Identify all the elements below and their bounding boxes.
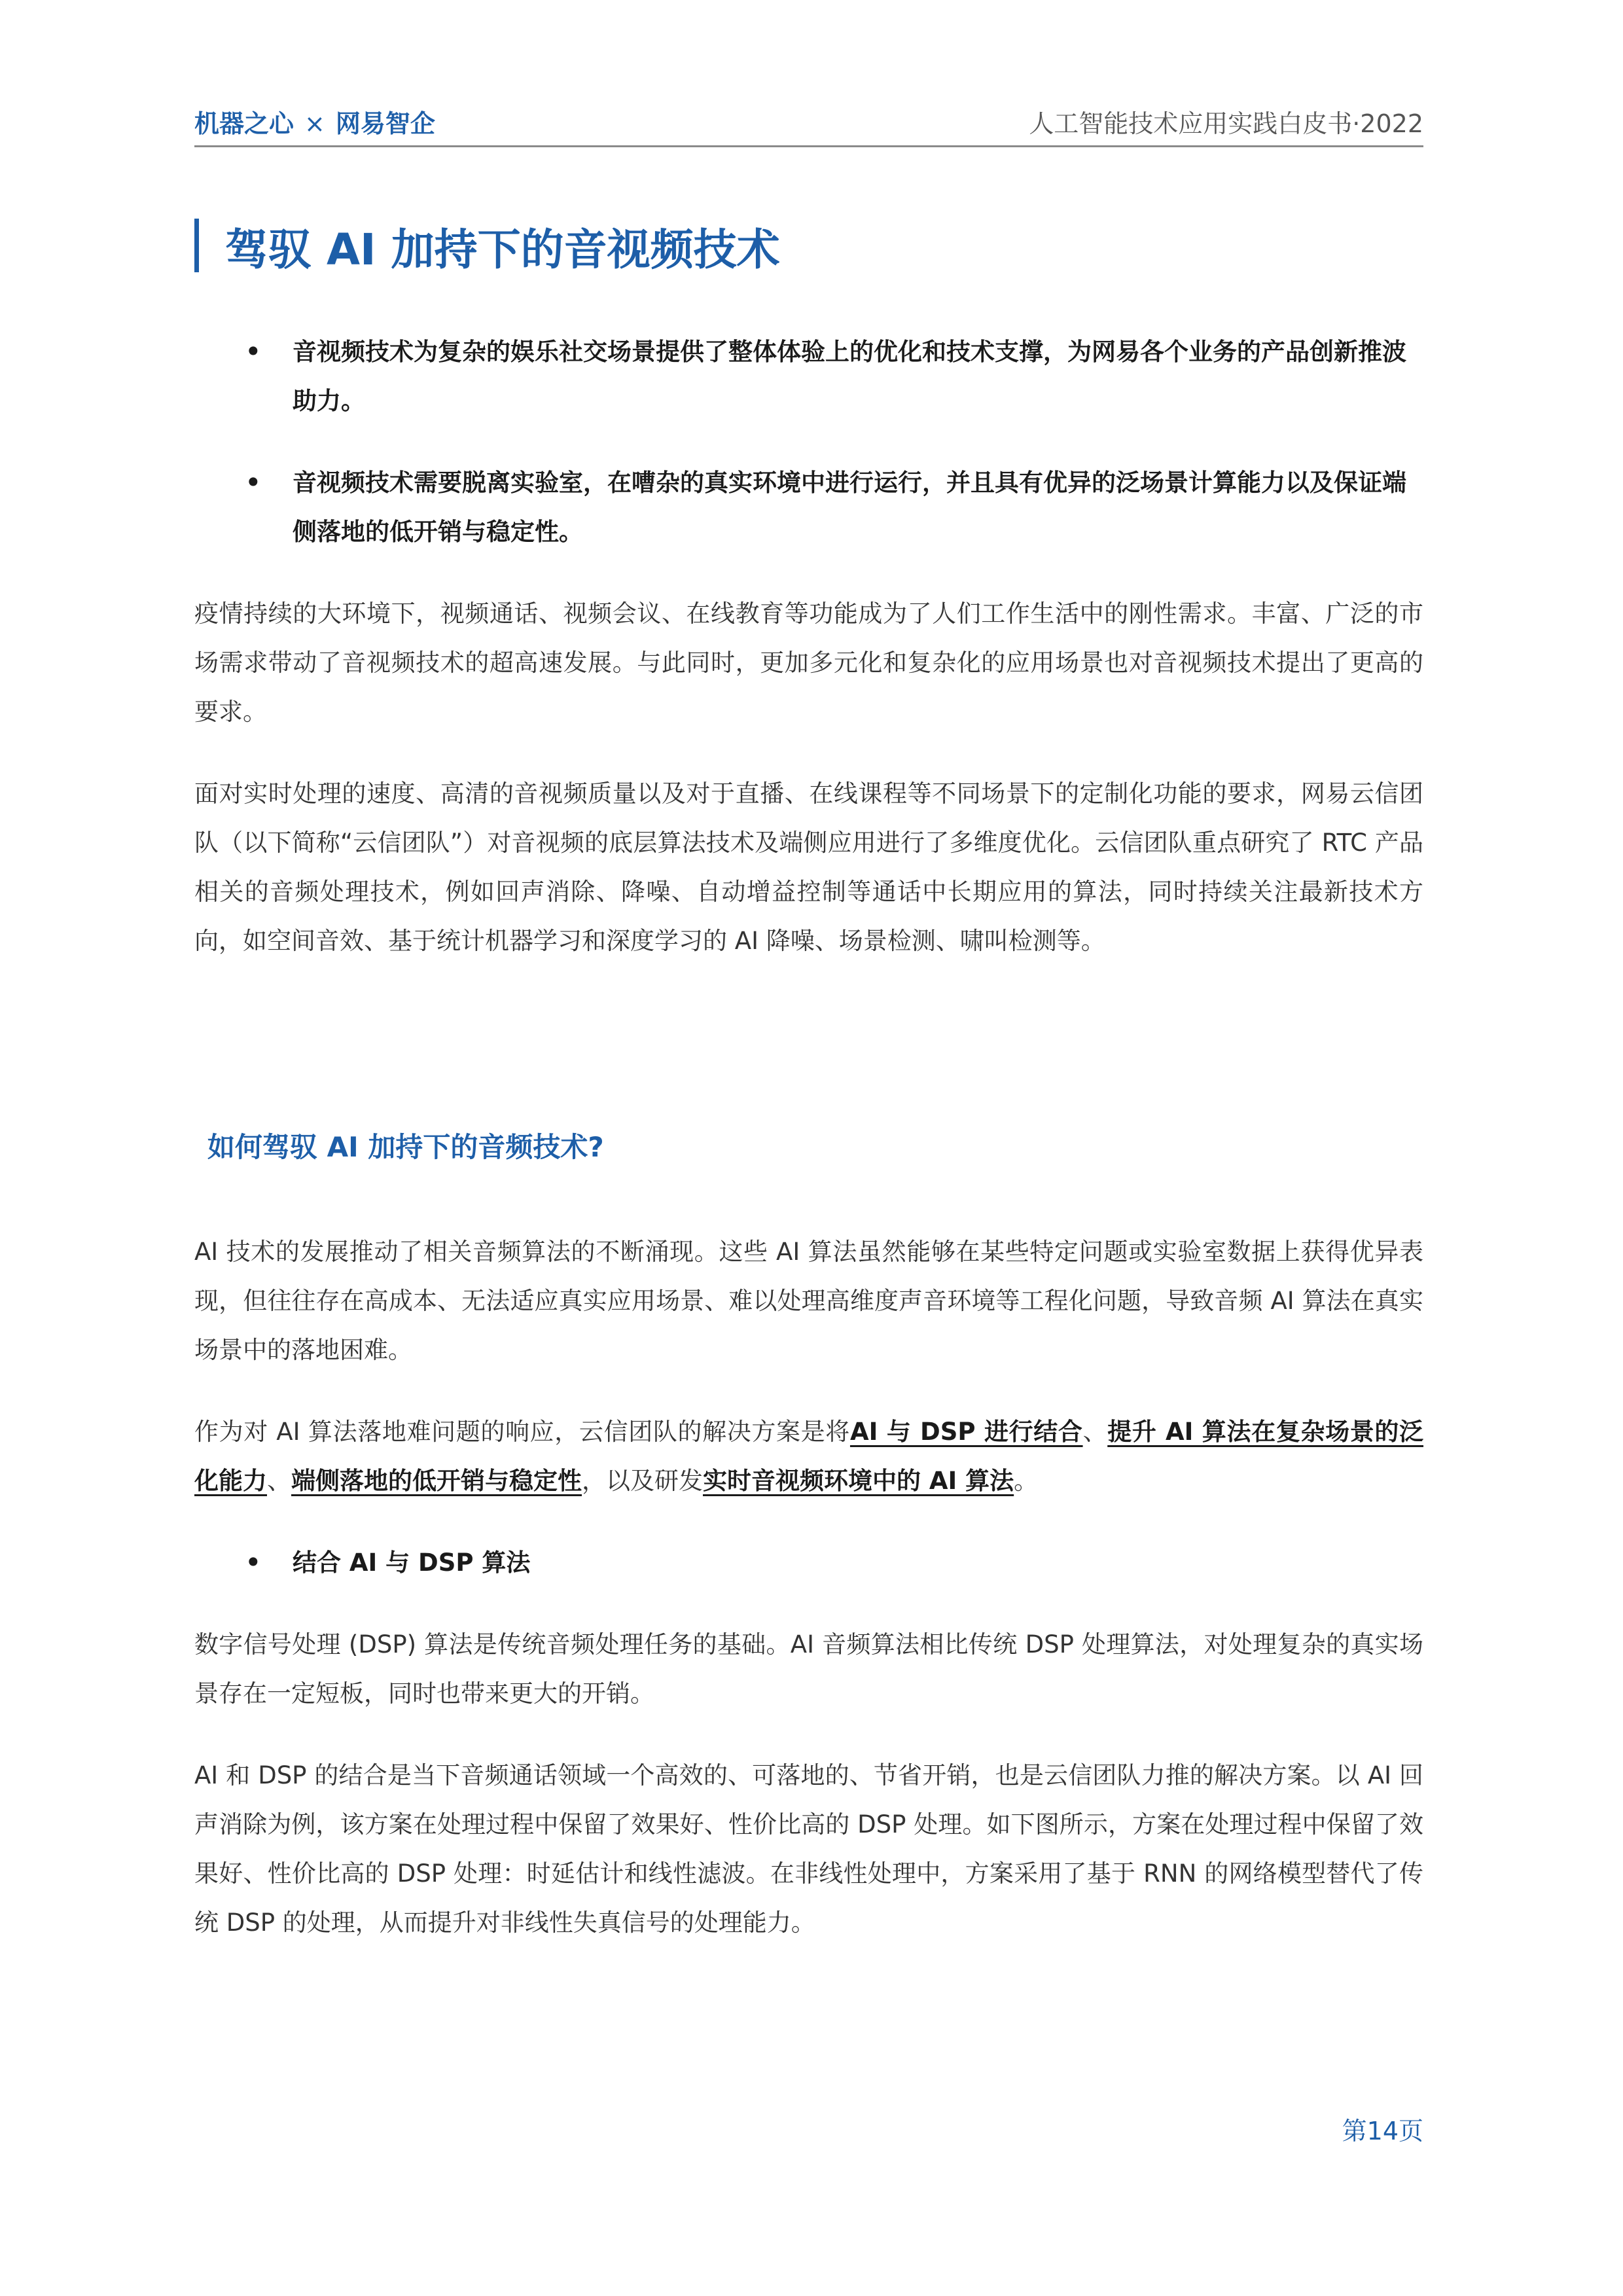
solution-text: 、 — [1082, 1418, 1108, 1446]
solution-text: ，以及研发 — [582, 1467, 703, 1495]
key-point — [194, 327, 1423, 425]
main-content — [194, 327, 1423, 1980]
brand-separator: × — [304, 109, 325, 138]
key-point — [194, 458, 1423, 556]
paragraph-team-work: 面对实时处理的速度、高清的音视频质量以及对于直播、在线课程等不同场景下的定制化功能的要求，网易云信团队（以下简称“云信团队”）对音视频的底层算法技术及端侧应用进行了多维度优化。云信团队重点研究了 RTC 产品相关的音频处理技术，例如回声消除、降噪、自动增益控制等通话中长期应用的算法，同时持续关注最新技术方向，如空间音效、基于统计机器学习和深度学习的 AI 降噪、场景检测、啸叫检测等。 — [194, 780, 1423, 955]
page-number: 第14页 — [1342, 2117, 1423, 2145]
document-title: 人工智能技术应用实践白皮书·2022 — [1029, 109, 1423, 138]
bullet-item — [194, 1538, 1423, 1587]
section-heading — [194, 213, 780, 278]
key-point-text: 音视频技术需要脱离实验室，在嘈杂的真实环境中进行运行，并且具有优异的泛场景计算能力以及保证端侧落地的低开销与稳定性。 — [293, 469, 1406, 546]
solution-highlight: AI 与 DSP 进行结合 — [849, 1418, 1083, 1446]
heading-accent-bar — [194, 219, 199, 272]
bullet-dot-icon: • — [245, 338, 261, 366]
subsection-heading: 如何驾驭 AI 加持下的音频技术? — [207, 1131, 604, 1163]
brand-logo-text — [194, 103, 435, 139]
bullet-dot-icon: • — [245, 469, 261, 497]
solution-text: 、 — [267, 1467, 291, 1495]
header-divider — [194, 145, 1423, 147]
paragraph-context: 疫情持续的大环境下，视频通话、视频会议、在线教育等功能成为了人们工作生活中的刚性需求。丰富、广泛的市场需求带动了音视频技术的超高速发展。与此同时，更加多元化和复杂化的应用场景也对音视频技术提出了更高的要求。 — [194, 600, 1423, 726]
solution-highlight: 端侧落地的低开销与稳定性 — [291, 1467, 582, 1495]
paragraph-ai-challenges: AI 技术的发展推动了相关音频算法的不断涌现。这些 AI 算法虽然能够在某些特定问题或实验室数据上获得优异表现，但往往存在高成本、无法适应真实应用场景、难以处理高维度声音环境等工程化问题，导致音频 AI 算法在真实场景中的落地困难。 — [194, 1238, 1423, 1364]
key-point-text: 音视频技术为复杂的娱乐社交场景提供了整体体验上的优化和技术支撑，为网易各个业务的产品创新推波助力。 — [293, 338, 1406, 415]
solution-text: 。 — [1014, 1467, 1039, 1495]
paragraph-solution — [194, 1407, 1423, 1505]
solution-text: 作为对 AI 算法落地难问题的响应，云信团队的解决方案是将 — [194, 1418, 850, 1446]
bullet-dot-icon: • — [245, 1549, 261, 1577]
brand-right: 网易智企 — [335, 109, 435, 138]
brand-left: 机器之心 — [194, 109, 294, 138]
paragraph-ai-dsp-combination: AI 和 DSP 的结合是当下音频通话领域一个高效的、可落地的、节省开销，也是云信团队力推的解决方案。以 AI 回声消除为例，该方案在处理过程中保留了效果好、性价比高的 DSP 处理。如下图所示，方案在处理过程中保留了效果好、性价比高的 DSP 处理：时延估计和线性滤波。在非线性处理中，方案采用了基于 RNN 的网络模型替代了传统 DSP 的处理，从而提升对非线性失真信号的处理能力。 — [194, 1761, 1423, 1937]
section-title: 驾驭 AI 加持下的音视频技术 — [225, 224, 780, 275]
spacer — [194, 998, 1423, 1122]
solution-highlight: 提升 AI 算法在复杂场景的泛化能力 — [194, 1418, 1424, 1495]
paragraph-dsp: 数字信号处理 (DSP) 算法是传统音频处理任务的基础。AI 音频算法相比传统 DSP 处理算法，对处理复杂的真实场景存在一定短板，同时也带来更大的开销。 — [194, 1630, 1423, 1708]
page-header — [194, 99, 1423, 147]
solution-highlight: 实时音视频环境中的 AI 算法 — [703, 1467, 1014, 1495]
bullet-item-text: 结合 AI 与 DSP 算法 — [293, 1549, 531, 1577]
